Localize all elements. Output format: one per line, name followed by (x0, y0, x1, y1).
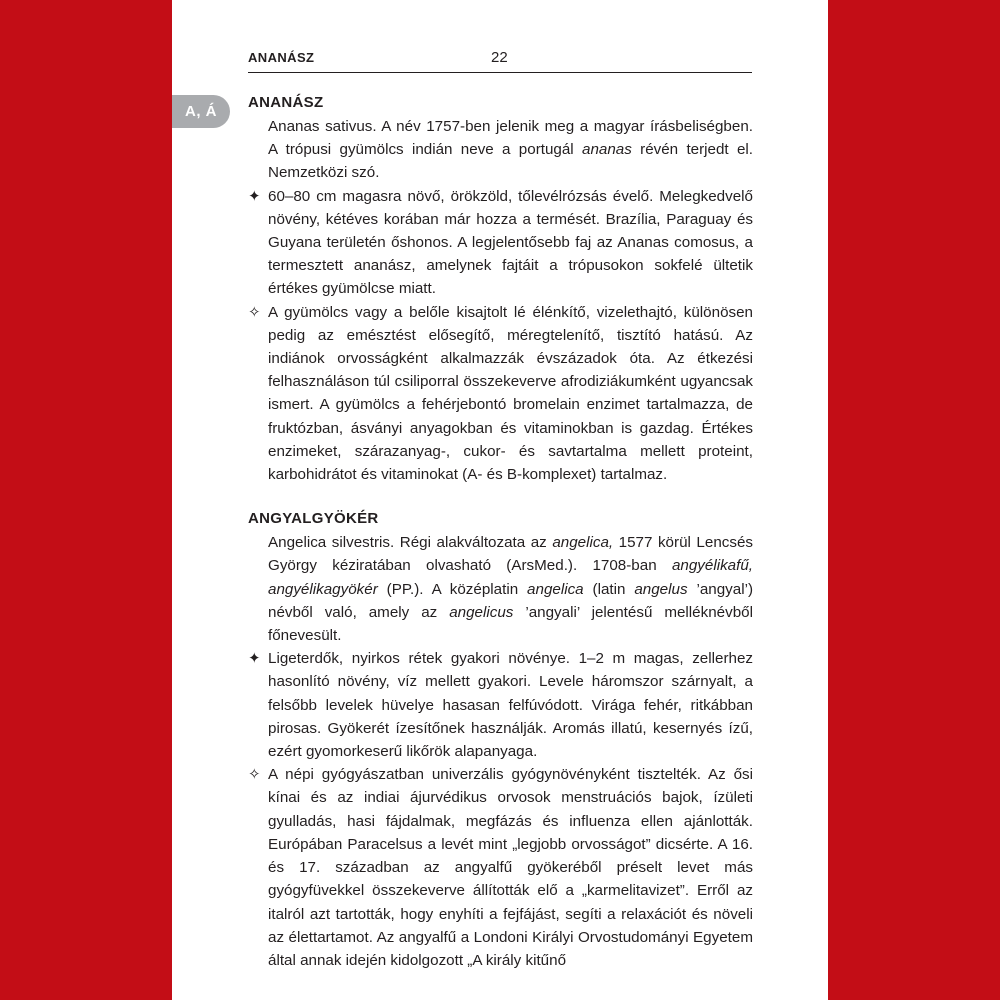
paragraph-text: 60–80 cm magasra növő, örökzöld, tőlevélrózsás évelő. Melegkedvelő növény, kétéves korában már hozza a termését. Brazília, Paraguay és Guyana területén őshonos. A legjelentősebb faj az Ananas comosus, a termesztett ananász, amelynek fajtáit a trópusokon sokfelé ültetik értékes gyümölcse miatt. (268, 187, 753, 298)
entry-spacer (248, 486, 753, 507)
paragraph-text: A gyümölcs vagy a belőle kisajtolt lé élénkítő, vizelethajtó, különösen pedig az emésztést elősegítő, méregtelenítő, tisztító hatású. Az indiánok orvosságként alkalmazzák évszázadok óta. Az étkezési felhasználáson túl csiliporral összekeverve afrodiziákumként ugyancsak ismert. A gyümölcs a fehérjebontó bromelain enzimet tartalmazza, de fruktózban, ásványi anyagokban és vitaminokban is gazdag. Értékes enzimeket, szárazanyag-, cukor- és savtartalma mellett proteint, karbohidrátot és vitaminokat (A- és B-komplexet) tartalmaz. (268, 303, 753, 484)
entry-title-ananasz: ANANÁSZ (248, 94, 324, 111)
outline-star-icon: ✧ (248, 766, 261, 784)
paragraph-text: Angelica silvestris. Régi alakváltozata az angelica, 1577 körül Lencsés György kéziratában olvasható (ArsMed.). 1708-ban angyélikafű, angyélikagyökér (PP.). A középlatin angelica (latin angelus ’angyal’) névből való, amely az angelicus ’angyali’ jelentésű melléknévből főnevesült. (268, 534, 754, 645)
page-number: 22 (491, 49, 508, 66)
entry-paragraph (248, 115, 753, 185)
entry-title-angyalgyoker: ANGYALGYÖKÉR (248, 510, 379, 528)
alphabet-thumb-tab: A, Á (172, 95, 230, 128)
entry-paragraph (248, 531, 753, 647)
entry-paragraph (248, 763, 753, 972)
paragraph-text: Ananas sativus. A név 1757-ben jelenik meg a magyar írásbeliségben. A trópusi gyümölcs indián neve a portugál ananas révén terjedt el. Nemzetközi szó. (268, 118, 754, 182)
book-page (172, 0, 828, 1000)
running-header (248, 50, 752, 73)
solid-star-icon: ✦ (248, 187, 261, 205)
outline-star-icon: ✧ (248, 303, 261, 321)
entry-paragraph (248, 301, 753, 487)
running-title: ANANÁSZ (248, 50, 315, 65)
entry-paragraph (248, 185, 753, 301)
page-content (248, 91, 753, 972)
entry-paragraph (248, 647, 753, 763)
paragraph-text: Ligeterdők, nyirkos rétek gyakori növénye. 1–2 m magas, zellerhez hasonlító növény, víz mellett gyakori. Levele háromszor szárnyalt, a felsőbb levelek hüvelye hasasan felfúvódott. Virága fehér, ritkábban pirosas. Gyökerét ízesítőnek használják. Aromás illatú, kesernyés ízű, ezért gyomorkeserű likőrök alapanyaga. (268, 650, 753, 761)
solid-star-icon: ✦ (248, 650, 261, 668)
paragraph-text: A népi gyógyászatban univerzális gyógynövényként tisztelték. Az ősi kínai és az indiai ájurvédikus orvosok menstruációs bajok, ízületi gyulladás, hasi fájdalmak, megfázás és influenza ellen ajánlották. Európában Paracelsus a levét mint „legjobb orvosságot” dicsérte. A 16. és 17. században az angyalfű gyökeréből préselt levet más gyógyfüvekkel összekeverve állították elő a „karmelitavizet”. Erről az italról azt tartották, hogy enyhíti a fejfájást, segíti a relaxációt és növeli az élettartamot. Az angyalfű a Londoni Királyi Orvostudományi Egyetem által annak idején kidolgozott „A király kitűnő (268, 766, 753, 969)
